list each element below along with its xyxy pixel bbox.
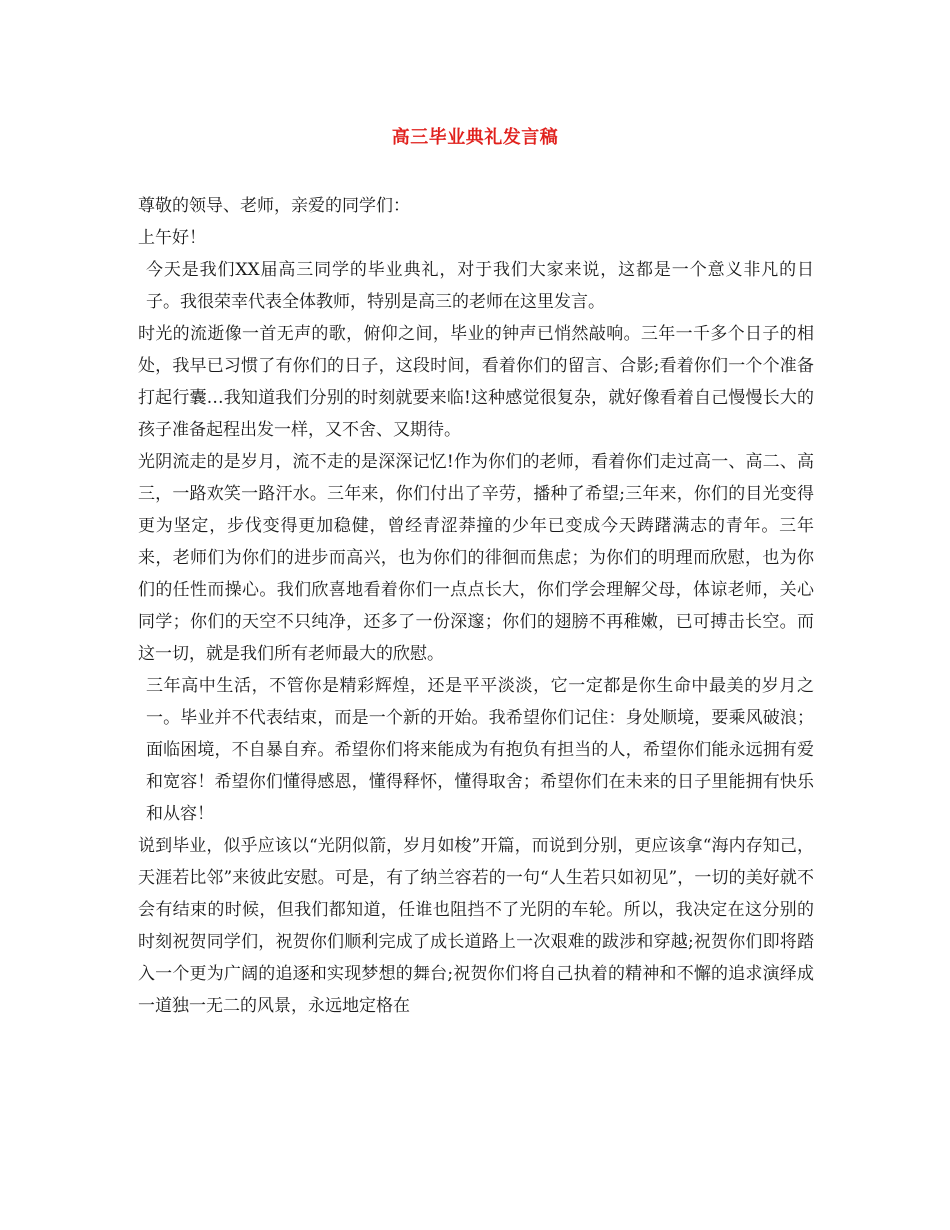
body-paragraph: 三年高中生活，不管你是精彩辉煌，还是平平淡淡，它一定都是你生命中最美的岁月之一。毕业并不代表结束，而是一个新的开始。我希望你们记住：身处顺境，要乘风破浪；面临困境，不自暴自弃。希望你们将来能成为有抱负有担当的人，希望你们能永远拥有爱和宽容！希望你们懂得感恩，懂得释怀，懂得取舍；希望你们在未来的日子里能拥有快乐和从容！ bbox=[146, 676, 814, 824]
document-body bbox=[138, 190, 814, 1022]
body-paragraph: 时光的流逝像一首无声的歌，俯仰之间，毕业的钟声已悄然敲响。三年一千多个日子的相处，我早已习惯了有你们的日子，这段时间，看着你们的留言、合影;看着你们一个个准备打起行囊…我知道我们分别的时刻就要来临!这种感觉很复杂，就好像看着自己慢慢长大的孩子准备起程出发一样，又不舍、又期待。 bbox=[138, 324, 814, 440]
greeting-paragraph: 上午好！ bbox=[138, 228, 206, 248]
document-title: 高三毕业典礼发言稿 bbox=[391, 127, 559, 148]
body-paragraph: 今天是我们XX届高三同学的毕业典礼，对于我们大家来说，这都是一个意义非凡的日子。我很荣幸代表全体教师，特别是高三的老师在这里发言。 bbox=[146, 260, 814, 312]
salutation-paragraph: 尊敬的领导、老师，亲爱的同学们： bbox=[138, 196, 410, 216]
body-paragraph: 说到毕业，似乎应该以“光阴似箭，岁月如梭”开篇，而说到分别，更应该拿“海内存知己，天涯若比邻”来彼此安慰。可是，有了纳兰容若的一句“人生若只如初见”，一切的美好就不会有结束的时候，但我们都知道，任谁也阻挡不了光阴的车轮。所以，我决定在这分别的时刻祝贺同学们，祝贺你们顺利完成了成长道路上一次艰难的跋涉和穿越;祝贺你们即将踏入一个更为广阔的追逐和实现梦想的舞台;祝贺你们将自己执着的精神和不懈的追求演绎成一道独一无二的风景，永远地定格在 bbox=[138, 836, 814, 1016]
body-paragraph: 光阴流走的是岁月，流不走的是深深记忆!作为你们的老师，看着你们走过高一、高二、高三，一路欢笑一路汗水。三年来，你们付出了辛劳，播种了希望;三年来，你们的目光变得更为坚定，步伐变得更加稳健，曾经青涩莽撞的少年已变成今天踌躇满志的青年。三年来，老师们为你们的进步而高兴，也为你们的徘徊而焦虑；为你们的明理而欣慰，也为你们的任性而操心。我们欣喜地看着你们一点点长大，你们学会理解父母，体谅老师，关心同学；你们的天空不只纯净，还多了一份深邃；你们的翅膀不再稚嫩，已可搏击长空。而这一切，就是我们所有老师最大的欣慰。 bbox=[138, 452, 814, 664]
